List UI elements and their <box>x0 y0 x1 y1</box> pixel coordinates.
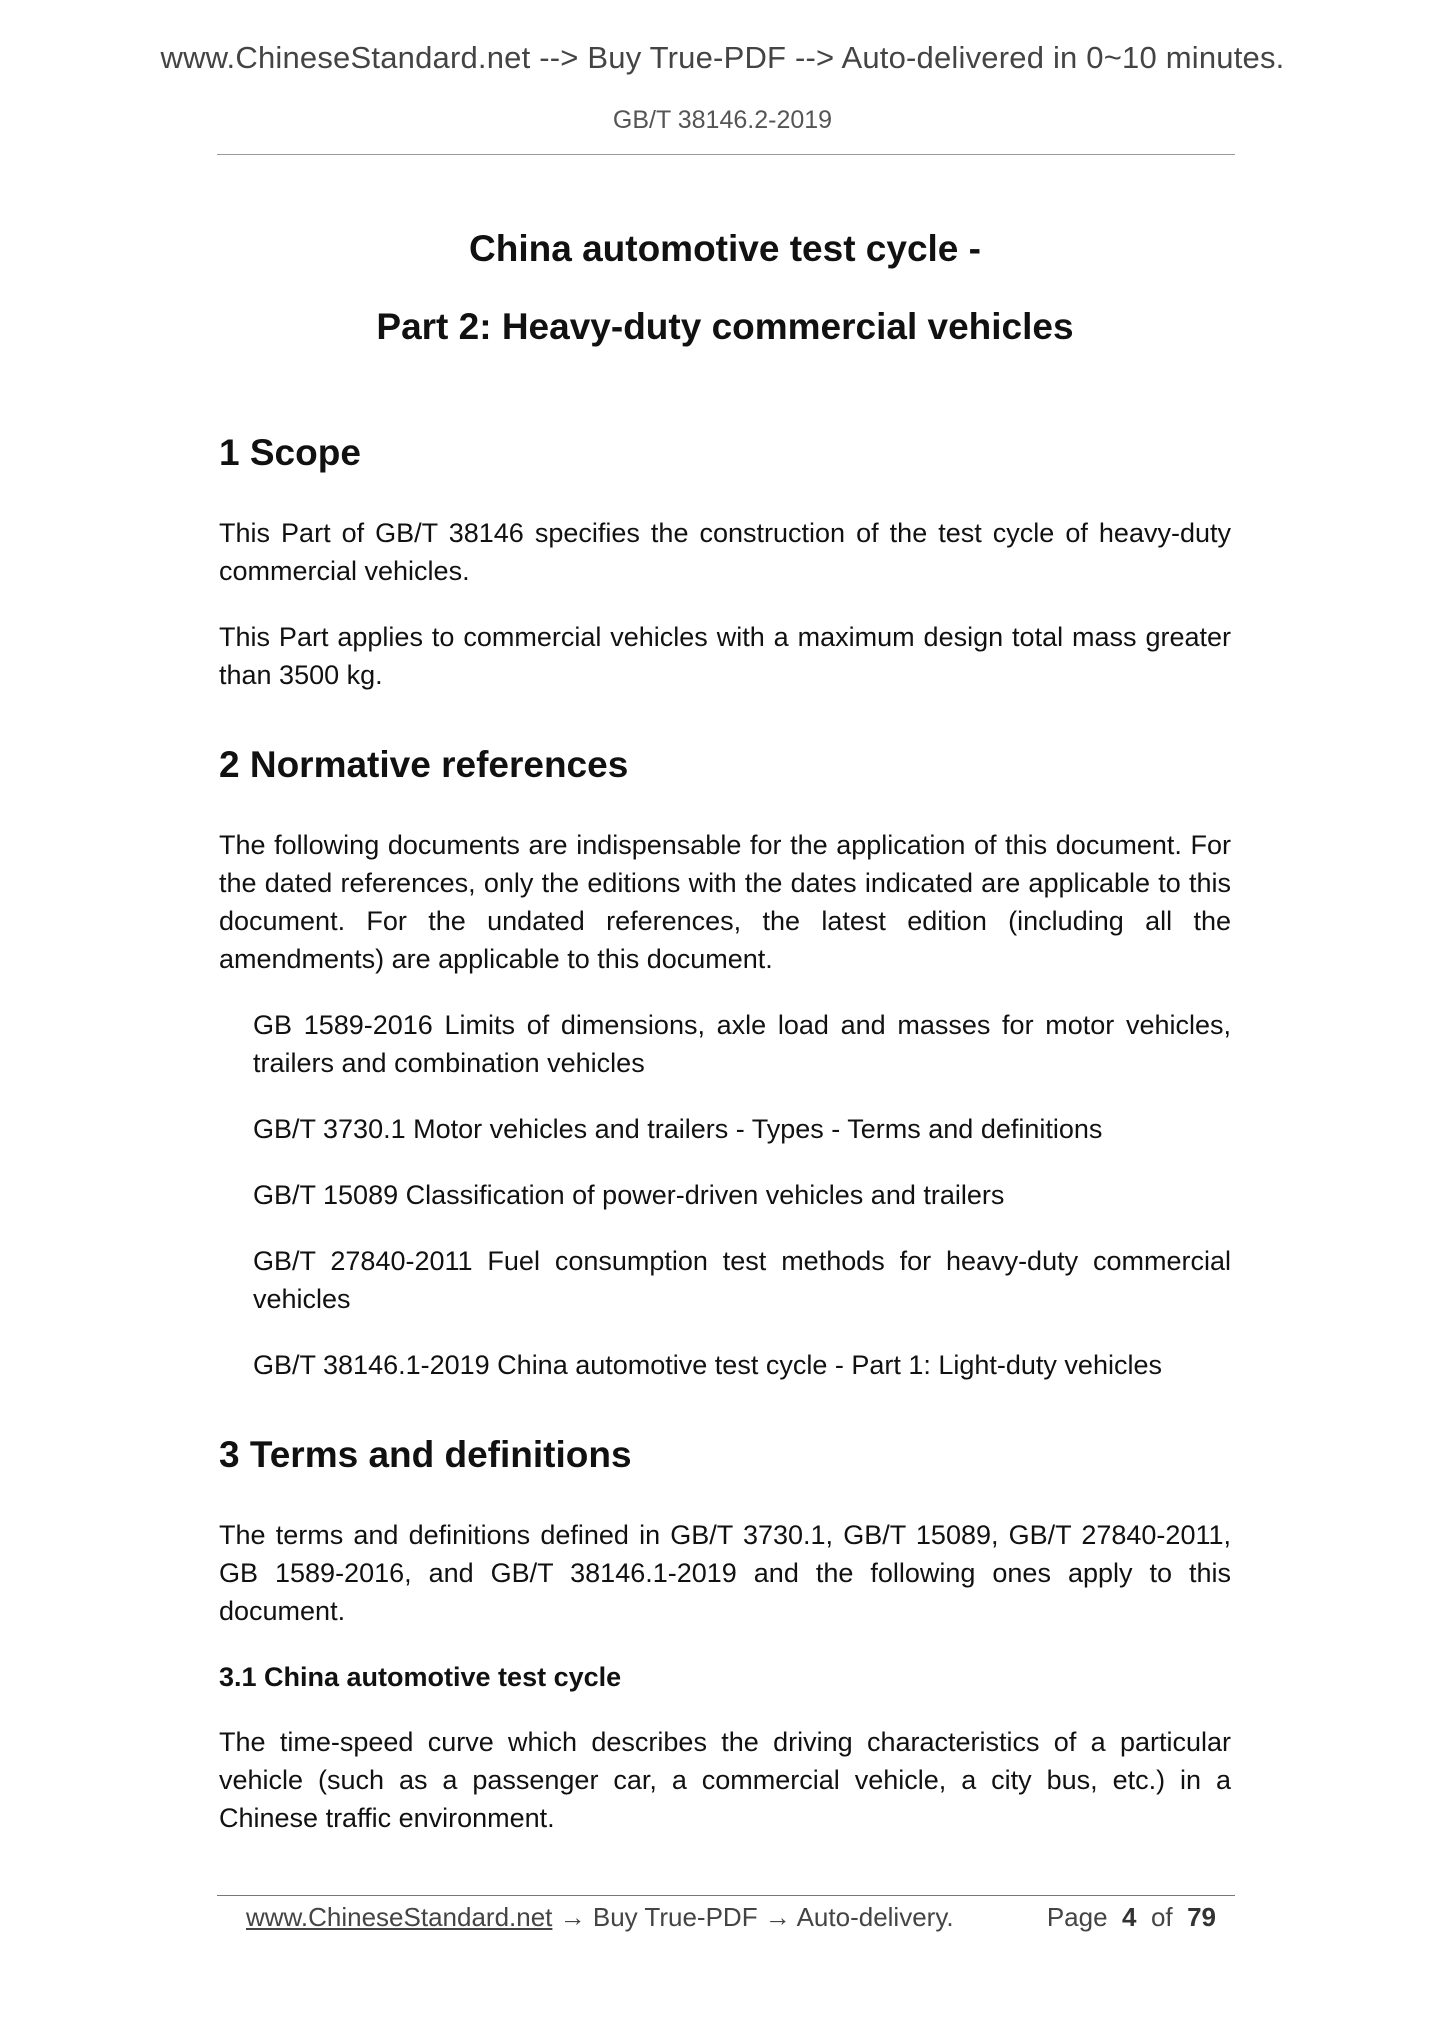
section-heading-terms-and-definitions: 3 Terms and definitions <box>219 1434 632 1475</box>
page-total: 79 <box>1187 1902 1216 1932</box>
document-title-line1: China automotive test cycle - <box>469 228 981 269</box>
normative-intro: The following documents are indispensable for the application of this document. For the dated references, only the editions with the dates indicated are applicable to this document. For the undated references, the latest edition (including all the amendments) are applicable to this document. <box>219 830 1231 974</box>
page-content <box>219 210 1231 1837</box>
page-indicator <box>1047 1898 1216 1936</box>
reference-item: GB/T 38146.1-2019 China automotive test cycle - Part 1: Light-duty vehicles <box>253 1350 1162 1380</box>
page-footer <box>246 1898 1216 1936</box>
top-banner: www.ChineseStandard.net --> Buy True-PDF --> Auto-delivered in 0~10 minutes. <box>160 40 1285 75</box>
document-title-line2: Part 2: Heavy-duty commercial vehicles <box>376 306 1074 347</box>
reference-item: GB/T 15089 Classification of power-driven vehicles and trailers <box>253 1180 1005 1210</box>
reference-item: GB 1589-2016 Limits of dimensions, axle load and masses for motor vehicles, trailers and combination vehicles <box>253 1010 1231 1078</box>
standard-code: GB/T 38146.2-2019 <box>612 106 833 134</box>
terms-intro: The terms and definitions defined in GB/T 3730.1, GB/T 15089, GB/T 27840-2011, GB 1589-2016, and GB/T 38146.1-2019 and the following ones apply to this document. <box>219 1520 1231 1626</box>
footer-text: → Buy True-PDF → Auto-delivery. <box>559 1902 954 1932</box>
header-divider <box>217 154 1235 155</box>
subsection-heading-3-1: 3.1 China automotive test cycle <box>219 1662 622 1692</box>
footer-divider <box>217 1895 1235 1896</box>
scope-paragraph-1: This Part of GB/T 38146 specifies the construction of the test cycle of heavy-duty commercial vehicles. <box>219 518 1231 586</box>
page-label: Page <box>1046 1902 1108 1932</box>
of-label: of <box>1150 1902 1173 1932</box>
scope-paragraph-2: This Part applies to commercial vehicles with a maximum design total mass greater than 3500 kg. <box>219 622 1231 690</box>
section-heading-scope: 1 Scope <box>219 432 361 473</box>
term-definition-3-1: The time-speed curve which describes the driving characteristics of a particular vehicle (such as a passenger car, a commercial vehicle, a city bus, etc.) in a Chinese traffic environment. <box>219 1727 1231 1833</box>
footer-website-link[interactable]: www.ChineseStandard.net <box>246 1902 553 1932</box>
reference-item: GB/T 27840-2011 Fuel consumption test methods for heavy-duty commercial vehicles <box>253 1246 1231 1314</box>
section-heading-normative-references: 2 Normative references <box>219 744 629 785</box>
reference-item: GB/T 3730.1 Motor vehicles and trailers - Types - Terms and definitions <box>253 1114 1103 1144</box>
page-number: 4 <box>1122 1902 1137 1932</box>
